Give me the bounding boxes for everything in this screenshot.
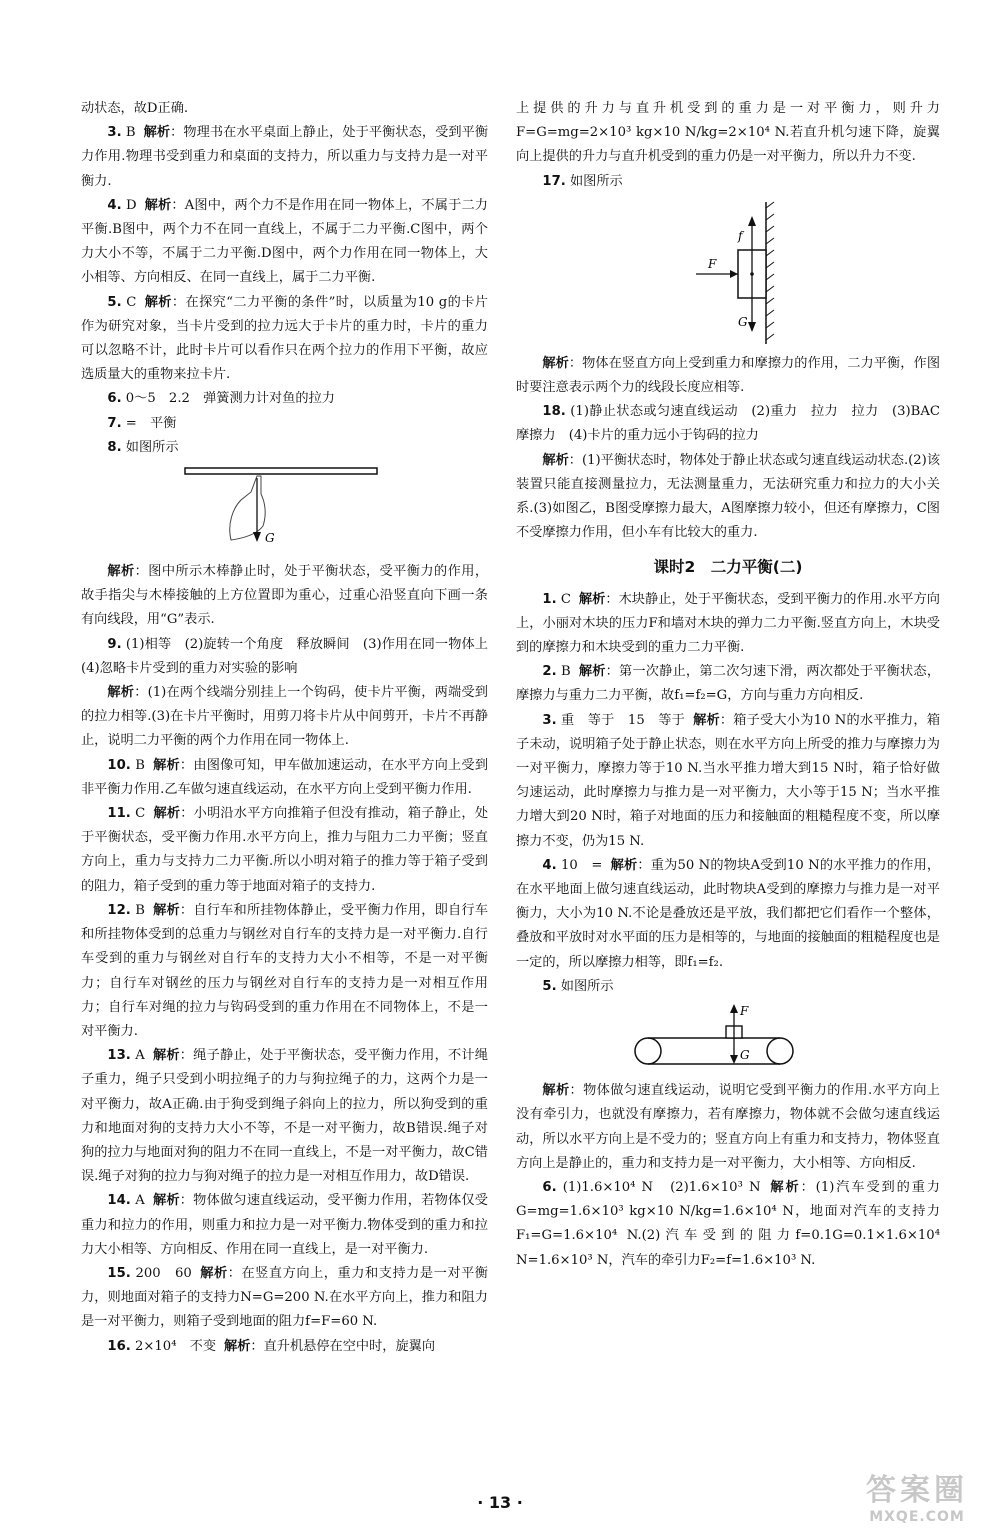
analysis-9: 解析：(1)在两个线端分别挂上一个钩码，使卡片平衡，两端受到的拉力相等.(3)在卡片平衡时，用剪刀将卡片从中间剪开，卡片不再静止，说明二力平衡的两个力作用在同一物体上.: [81, 685, 488, 749]
answer-5: 5. C 解析：在探究“二力平衡的条件”时，以质量为10 g的卡片作为研究对象，当卡片受到的拉力远大于卡片的重力时，卡片的重力可以忽略不计，此时卡片可以看作只在两个拉力的作用下平衡，故应选质量大的重物来拉卡片.: [81, 294, 488, 383]
answer-continuation: 动状态，故D正确.: [81, 101, 189, 116]
section-title: 课时2 二力平衡(二): [653, 558, 803, 577]
watermark-text: 答案圈: [866, 1473, 968, 1508]
analysis-s5: 解析：物体做匀速直线运动，说明它受到平衡力的作用.水平方向上没有牵引力，也就没有摩擦力，若有摩擦力，物体就不会做匀速直线运动，所以水平方向上是不受力的；竖直方向上有重力和支持力，物体竖直方向上是静止的，重力和支持力是一对平衡力，大小相等、方向相反.: [516, 1083, 940, 1171]
answer-9: 9. (1)相等 (2)旋转一个角度 释放瞬间 (3)作用在同一物体上 (4)忽略卡片受到的重力对实验的影响: [81, 636, 502, 676]
figure-stick-on-finger: [81, 464, 488, 556]
watermark-logo: [842, 1473, 992, 1525]
answer-7: 7. = 平衡: [107, 415, 177, 431]
answer-s1: 1. C 解析：木块静止，处于平衡状态，受到平衡力的作用.水平方向上，小丽对木块的压力F和墙对木块的弹力二力平衡.竖直方向上，木块受到的摩擦力和木块受到的重力二力平衡.: [516, 591, 940, 656]
page-number: · 13 ·: [477, 1493, 523, 1512]
left-column: [81, 97, 502, 1359]
gravity-G-label: G: [738, 314, 748, 329]
answer-4: 4. D 解析：A图中，两个力不是作用在同一物体上，不属于二力平衡.B图中，两个力不在同一直线上，不属于二力平衡.C图中，两个力大小不等，不属于二力平衡.D图中，两个力作用在同一物体上，大小相等、方向相反、在同一直线上，属于二力平衡.: [81, 197, 488, 286]
answer-15: 15. 200 60 解析：在竖直方向上，重力和支持力是一对平衡力，则地面对箱子的支持力N=G=200 N.在水平方向上，推力和阻力是一对平衡力，则箱子受到地面的阻力f=F=60 N.: [81, 1265, 488, 1330]
answer-10: 10. B 解析：由图像可知，甲车做加速运动，在水平方向上受到非平衡力作用.乙车做匀速直线运动，在水平方向上受到平衡力作用.: [81, 757, 489, 797]
answer-s2: 2. B 解析：第一次静止，第二次匀速下滑，两次都处于平衡状态，摩擦力与重力二力平衡，故f₁=f₂=G，方向与重力方向相反.: [516, 664, 940, 704]
answer-6: 6. 0～5 2.2 弹簧测力计对鱼的拉力: [107, 391, 335, 407]
wall-block-diagram: [516, 198, 940, 348]
friction-f-label: f: [738, 228, 743, 243]
support-F-label: F: [740, 1004, 749, 1019]
answer-s4: 4. 10 = 解析：重为50 N的物块A受到10 N的水平推力的作用，在水平地面上做匀速直线运动，此时物块A受到的摩擦力与推力是一对平衡力，大小为10 N.不论是叠放还是平放，我们都把它们看作一个整体，叠放和平放时对水平面的压力是相等的，与地面的接触面的粗糙程度也是一定的，所以摩擦力相等，即f₁=f₂.: [516, 857, 941, 970]
answer-8: 8. 如图所示: [107, 439, 179, 455]
answer-16-continuation: 上提供的升力与直升机受到的重力是一对平衡力，则升力F=G=mg=2×10³ kg×10 N/kg=2×10⁴ N.若直升机匀速下降，旋翼向上提供的升力与直升机受到的重力仍是一对平衡力，所以升力不变.: [516, 101, 940, 165]
answer-s5: 5. 如图所示: [542, 978, 614, 994]
answer-18: 18. (1)静止状态或匀速直线运动 (2)重力 拉力 拉力 (3)BAC 摩擦力 (4)卡片的重力远小于钩码的拉力: [516, 404, 954, 444]
right-column: [516, 97, 954, 1273]
gravity-G-label-2: G: [740, 1048, 750, 1063]
figure-conveyor-block: [516, 1003, 940, 1075]
answer-3: 3. B 解析：物理书在水平桌面上静止，处于平衡状态，受到平衡力作用.物理书受到重力和桌面的支持力，所以重力与支持力是一对平衡力.: [81, 125, 489, 189]
answer-s6: 6. (1)1.6×10⁴ N (2)1.6×10³ N 解析：(1)汽车受到的重力G=mg=1.6×10³ kg×10 N/kg=1.6×10⁴ N，地面对汽车的支持力F₁=G=1.6×10⁴ N.(2)汽车受到的阻力f=0.1G=0.1×1.6×10⁴ N=1.6×10³ N，汽车的牵引力F₂=f=1.6×10³ N.: [516, 1179, 940, 1268]
force-F-label: F: [708, 256, 717, 271]
answer-16: 16. 2×10⁴ 不变 解析：直升机悬停在空中时，旋翼向: [107, 1338, 436, 1354]
answer-11: 11. C 解析：小明沿水平方向推箱子但没有推动，箱子静止，处于平衡状态，受平衡力作用.水平方向上，推力与阻力二力平衡；竖直方向上，重力与支持力二力平衡.所以小明对箱子的推力等于箱子受到的阻力，箱子受到的重力等于地面对箱子的支持力.: [81, 806, 489, 894]
answer-13: 13. A 解析：绳子静止，处于平衡状态，受平衡力作用，不计绳子重力，绳子只受到小明拉绳子的力与狗拉绳子的力，这两个力是一对平衡力，故A正确.由于狗受到绳子斜向上的拉力，所以狗受到的重力和地面对狗的支持力大小不等，不是一对平衡力，故B错误.绳子对狗的拉力与地面对狗的阻力不在同一直线上，不是一对平衡力，故C错误.绳子对狗的拉力与狗对绳子的拉力是一对相互作用力，故D错误.: [81, 1048, 488, 1185]
analysis-8: 解析：图中所示木棒静止时，处于平衡状态，受平衡力的作用，故手指尖与木棒接触的上方位置即为重心，过重心沿竖直向下画一条有向线段，用“G”表示.: [81, 564, 488, 628]
answer-14: 14. A 解析：物体做匀速直线运动，受平衡力作用，若物体仅受重力和拉力的作用，则重力和拉力是一对平衡力.物体受到的重力和拉力大小相等、方向相反、作用在同一直线上，是一对平衡力.: [81, 1193, 488, 1257]
analysis-17: 解析：物体在竖直方向上受到重力和摩擦力的作用，二力平衡，作图时要注意表示两个力的线段长度应相等.: [516, 355, 941, 396]
conveyor-diagram: [516, 1003, 940, 1075]
watermark-url: MXQE.COM: [869, 1509, 965, 1525]
stick-diagram: [81, 464, 488, 556]
answer-12: 12. B 解析：自行车和所挂物体静止，受平衡力作用，即自行车和所挂物体受到的总重力与钢丝对自行车的支持力是一对平衡力.自行车受到的重力与钢丝对自行车的支持力大小不相等，不是一对平衡力；自行车对钢丝的压力与钢丝对自行车的支持力是一对相互作用力；自行车对绳的拉力与钩码受到的重力作用在不同物体上，不是一对平衡力.: [81, 902, 489, 1039]
analysis-18: 解析：(1)平衡状态时，物体处于静止状态或匀速直线运动状态.(2)该装置只能直接测量拉力，无法测量重力，无法研究重力和拉力的大小关系.(3)如图乙，B图受摩擦力最大，A图摩擦力较小，但还有摩擦力，C图不受摩擦力作用，但小车有比较大的重力.: [516, 452, 941, 541]
answer-s3: 3. 重 等于 15 等于 解析：箱子受大小为10 N的水平推力，箱子未动，说明箱子处于静止状态，则在水平方向上所受的推力与摩擦力为一对平衡力，摩擦力等于10 N.当水平推力增大到15 N时，箱子恰好做匀速运动，此时摩擦力与推力是一对平衡力，大小等于15 N；当水平推力增大到20 N时，箱子对地面的压力和接触面的粗糙程度不变，所以摩擦力不变，仍为15 N.: [516, 712, 941, 849]
gravity-label: G: [265, 531, 275, 546]
answer-17: 17. 如图所示: [542, 173, 623, 189]
figure-block-on-wall: [516, 198, 940, 348]
